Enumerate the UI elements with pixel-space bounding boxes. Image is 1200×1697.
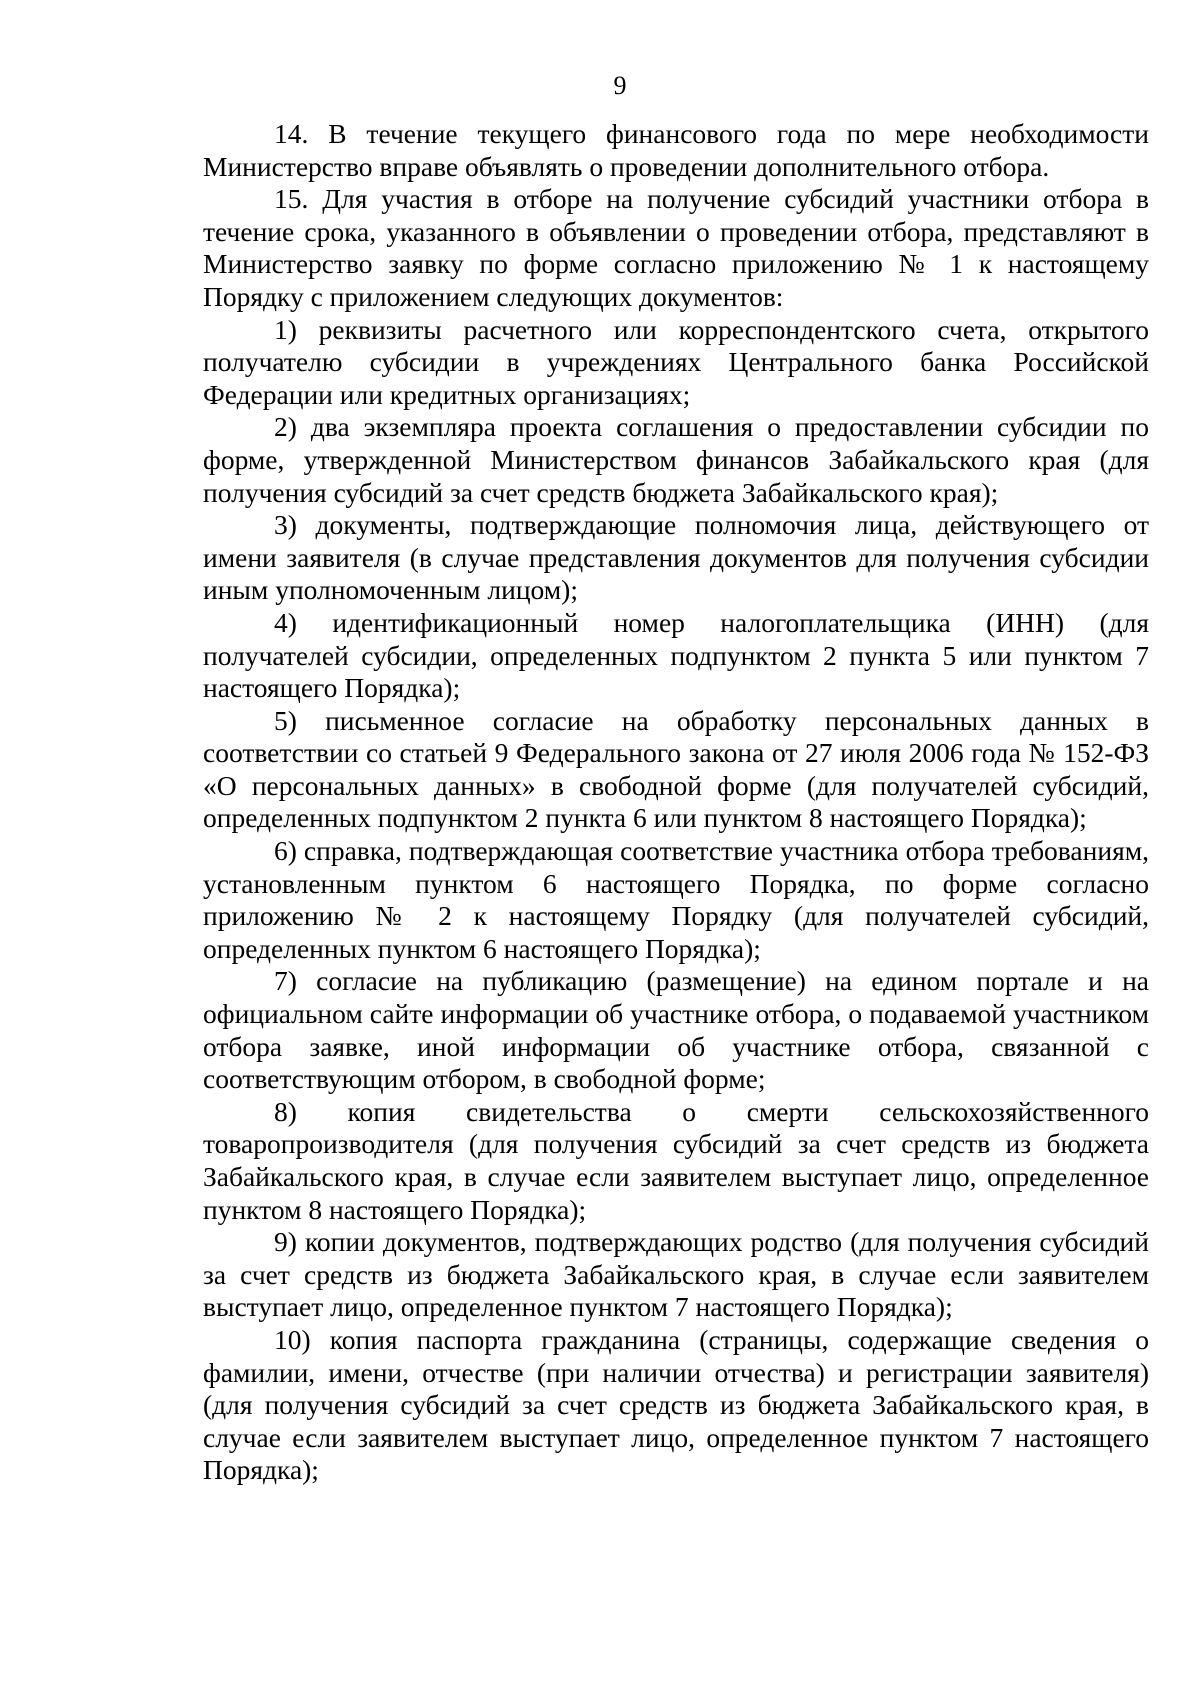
list-item-4: 4) идентификационный номер налогоплательщика (ИНН) (для получателей субсидии, определенных подпунктом 2 пункта 5 или пунктом 7 настоящего Порядка); [203,606,1149,704]
document-body [203,118,1149,1487]
list-item-8: 8) копия свидетельства о смерти сельскохозяйственного товаропроизводителя (для получения субсидий за счет средств из бюджета Забайкальского края, в случае если заявителем выступает лицо, определенное пунктом 8 настоящего Порядка); [203,1095,1149,1225]
paragraph-14: 14. В течение текущего финансового года по мере необходимости Министерство вправе объявлять о проведении дополнительного отбора. [203,118,1149,182]
list-item-5: 5) письменное согласие на обработку персональных данных в соответствии со статьей 9 Федерального закона от 27 июля 2006 года № 152-ФЗ «О персональных данных» в свободной форме (для получателей субсидий, определенных подпунктом 2 пункта 6 или пунктом 8 настоящего Порядка); [203,704,1149,834]
list-item-2: 2) два экземпляра проекта соглашения о предоставлении субсидии по форме, утвержденной Министерством финансов Забайкальского края (для получения субсидий за счет средств бюджета Забайкальского края); [203,411,1149,508]
list-item-7: 7) согласие на публикацию (размещение) на едином портале и на официальном сайте информации об участнике отбора, о подаваемой участником отбора заявке, иной информации об участнике отбора, связанной с соответствующим отбором, в свободной форме; [203,965,1149,1095]
list-item-6: 6) справка, подтверждающая соответствие участника отбора требованиям, установленным пунктом 6 настоящего Порядка, по форме согласно приложению № 2 к настоящему Порядку (для получателей субсидий, определенных пунктом 6 настоящего Порядка); [203,835,1149,964]
list-item-3: 3) документы, подтверждающие полномочия лица, действующего от имени заявителя (в случае представления документов для получения субсидии иным уполномоченным лицом); [203,509,1149,606]
paragraph-15: 15. Для участия в отборе на получение субсидий участники отбора в течение срока, указанного в объявлении о проведении отбора, представляют в Министерство заявку по форме согласно приложению № 1 к настоящему Порядку с приложением следующих документов: [203,183,1149,312]
list-item-1: 1) реквизиты расчетного или корреспондентского счета, открытого получателю субсидии в учреждениях Центрального банка Российской Федерации или кредитных организациях; [203,313,1149,410]
list-item-9: 9) копии документов, подтверждающих родство (для получения субсидий за счет средств из бюджета Забайкальского края, в случае если заявителем выступает лицо, определенное пунктом 7 настоящего Порядка); [203,1226,1149,1323]
list-item-10: 10) копия паспорта гражданина (страницы, содержащие сведения о фамилии, имени, отчестве (при наличии отчества) и регистрации заявителя) (для получения субсидий за счет средств из бюджета Забайкальского края, в случае если заявителем выступает лицо, определенное пунктом 7 настоящего Порядка); [203,1323,1149,1486]
page-number: 9 [613,71,627,100]
